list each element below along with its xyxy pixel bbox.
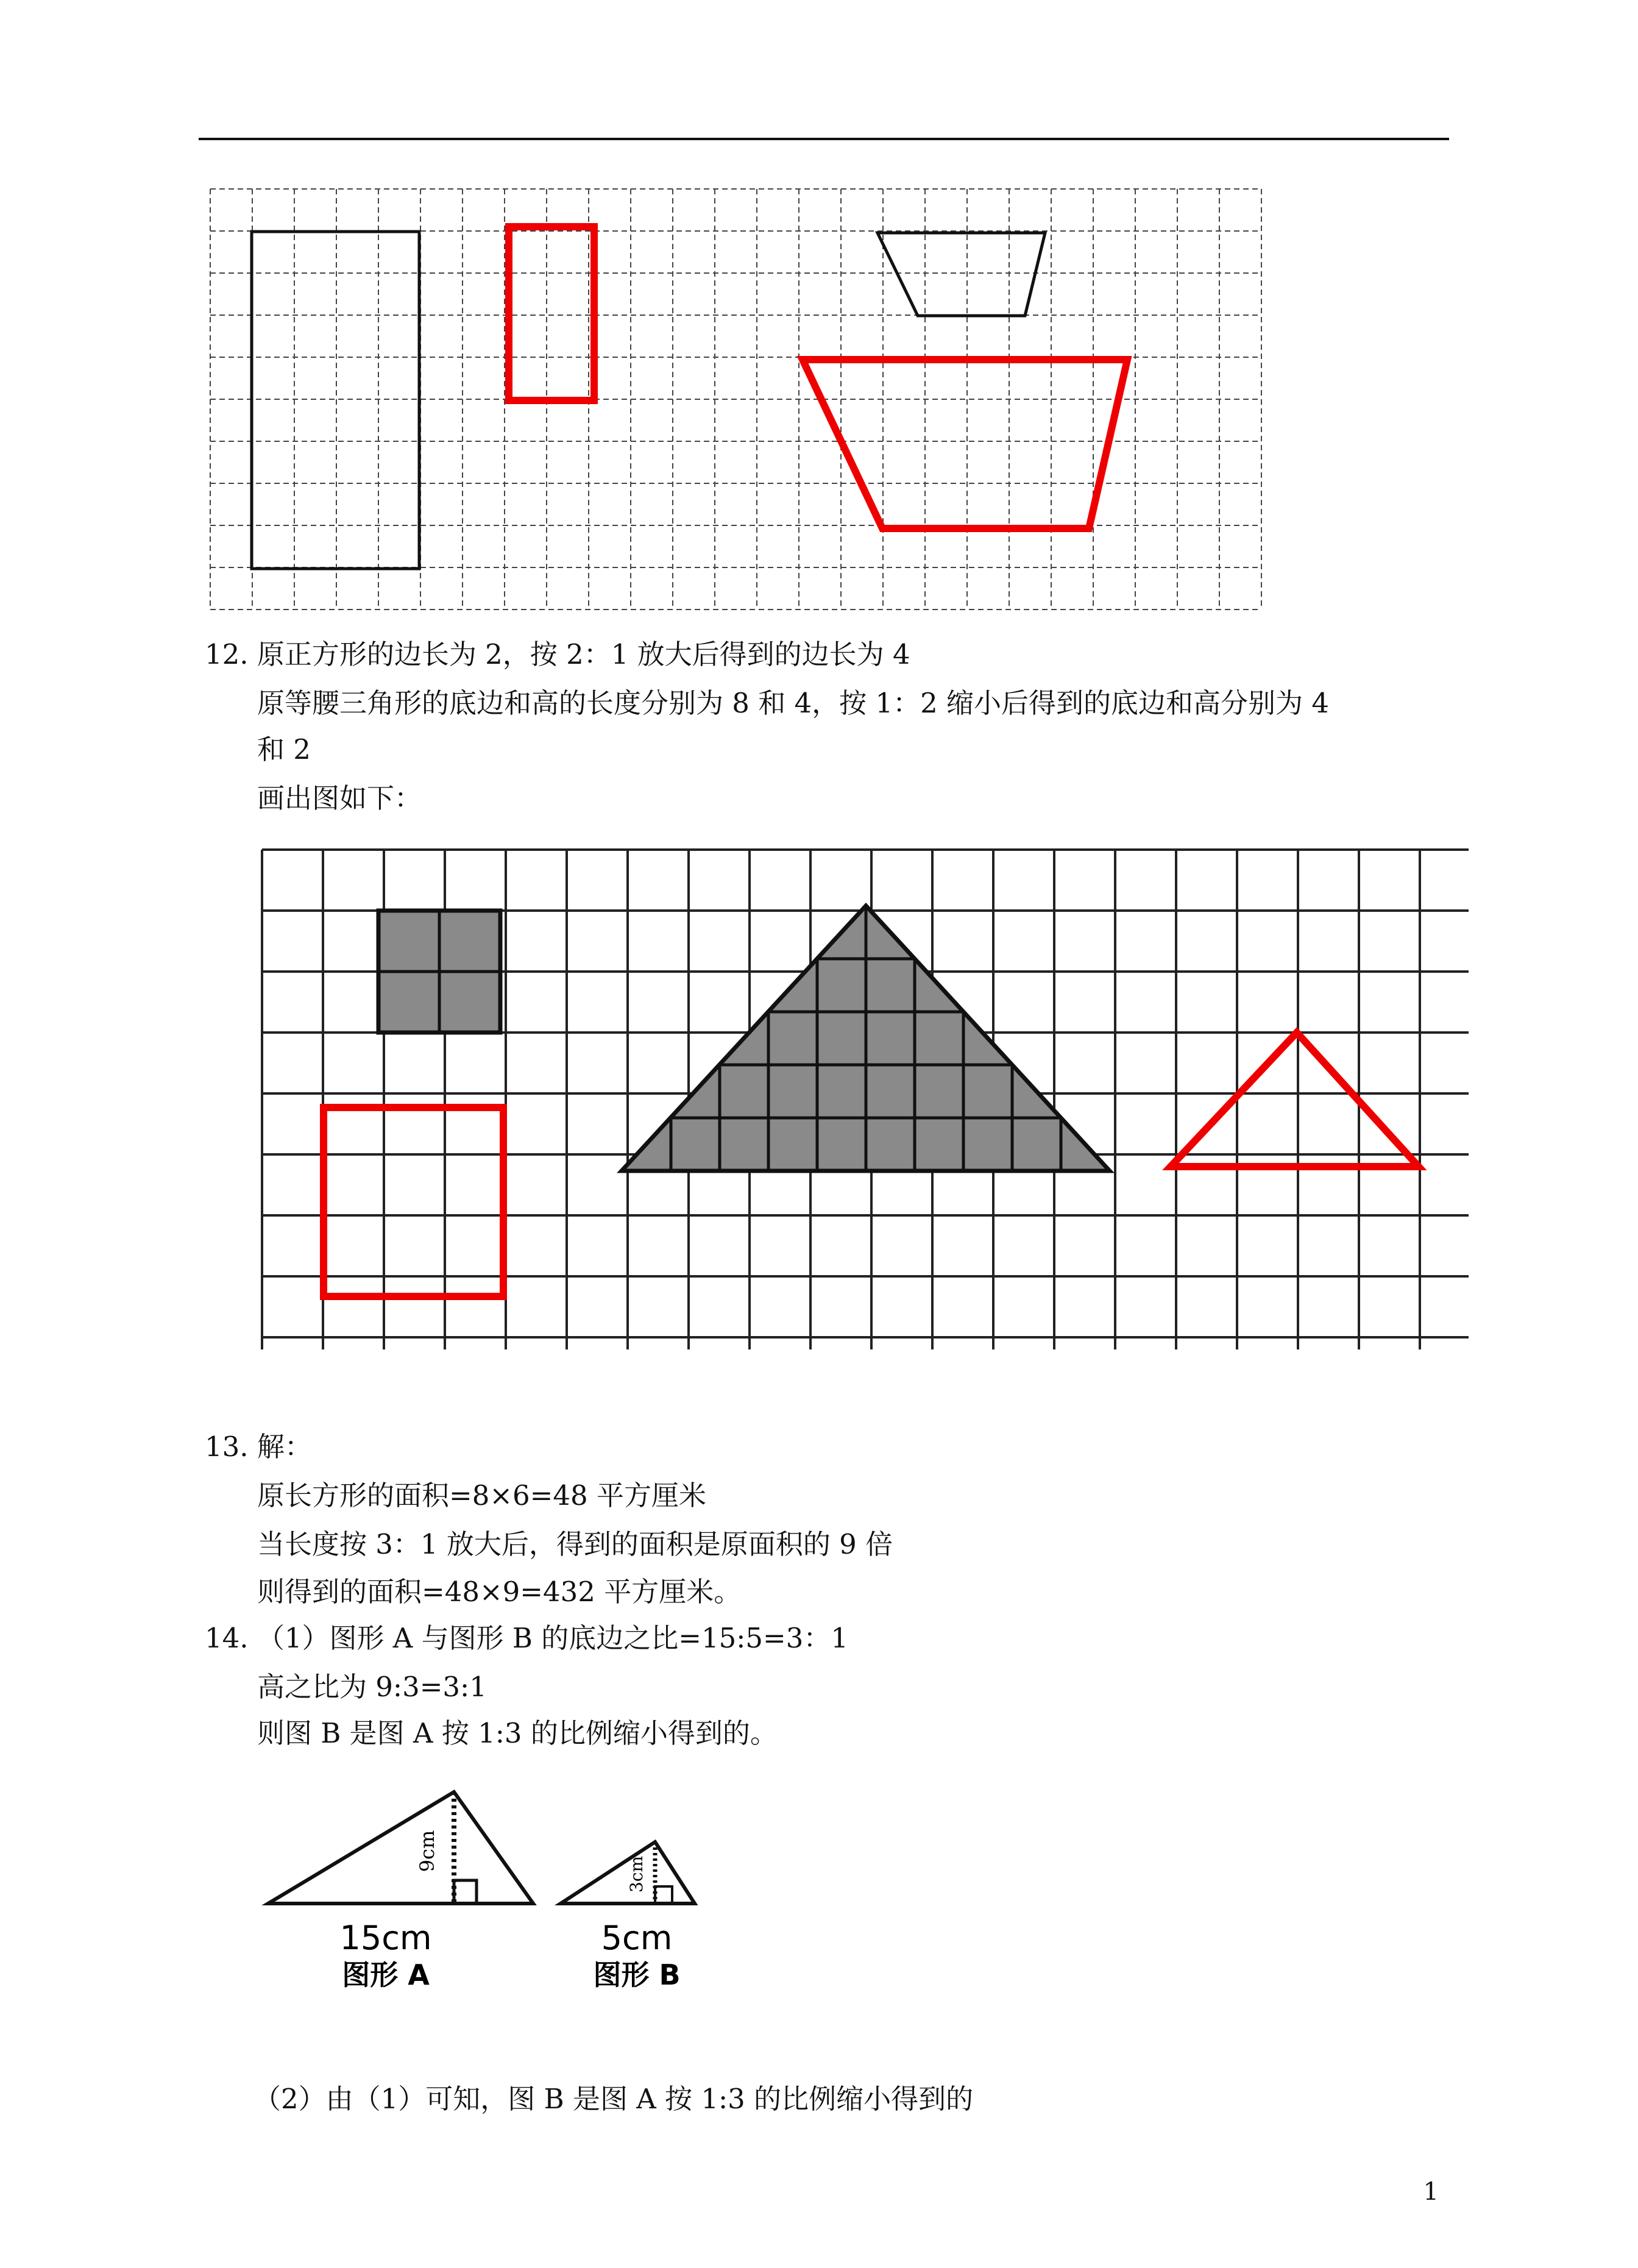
answer-square-red: [324, 1107, 503, 1296]
q13-line2: 原长方形的面积=8×6=48 平方厘米: [257, 1479, 706, 1512]
q13-line4: 则得到的面积=48×9=432 平方厘米。: [257, 1576, 742, 1608]
q13-line3: 当长度按 3：1 放大后，得到的面积是原面积的 9 倍: [257, 1528, 893, 1560]
q14-line1: 14. （1）图形 A 与图形 B 的底边之比=15:5=3：1: [205, 1622, 849, 1654]
q14-line4: （2）由（1）可知，图 B 是图 A 按 1:3 的比例缩小得到的: [254, 2083, 974, 2115]
q12-line2: 原等腰三角形的底边和高的长度分别为 8 和 4，按 1：2 缩小后得到的底边和高分别为 4: [257, 687, 1329, 719]
original-trapezoid: [878, 233, 1045, 316]
dashed-grid: [210, 189, 1261, 610]
triangle-b-base-label: 5cm: [601, 1919, 673, 1957]
original-triangle-shaded: [622, 906, 1110, 1171]
triangle-b: [561, 1842, 695, 1991]
triangle-a-base-label: 15cm: [339, 1919, 432, 1957]
figure-14-triangles: [256, 1771, 780, 2069]
triangle-a-height-label: 9cm: [416, 1830, 439, 1872]
triangle-a: [268, 1792, 533, 1991]
q14-line2: 高之比为 9:3=3:1: [257, 1671, 487, 1703]
triangle-b-caption: 图形 B: [593, 1958, 681, 1991]
original-square-shaded: [378, 911, 500, 1033]
answer-rectangle-red: [509, 227, 594, 400]
header-rule: [199, 138, 1449, 140]
figure-11-grid: [207, 186, 1264, 616]
figure-12-grid: [261, 844, 1470, 1356]
original-rectangle: [252, 232, 419, 569]
page-number: 1: [1423, 2178, 1439, 2206]
triangle-b-height-label: 3cm: [626, 1855, 647, 1893]
triangle-a-caption: 图形 A: [342, 1958, 430, 1991]
answer-trapezoid-red: [803, 360, 1127, 528]
q12-line3: 和 2: [257, 733, 311, 766]
q13-line1: 13. 解：: [205, 1431, 312, 1463]
q12-line4: 画出图如下：: [257, 782, 422, 814]
q14-line3: 则图 B 是图 A 按 1:3 的比例缩小得到的。: [257, 1717, 778, 1749]
q12-line1: 12. 原正方形的边长为 2，按 2：1 放大后得到的边长为 4: [205, 638, 910, 670]
answer-triangle-red: [1171, 1033, 1419, 1167]
